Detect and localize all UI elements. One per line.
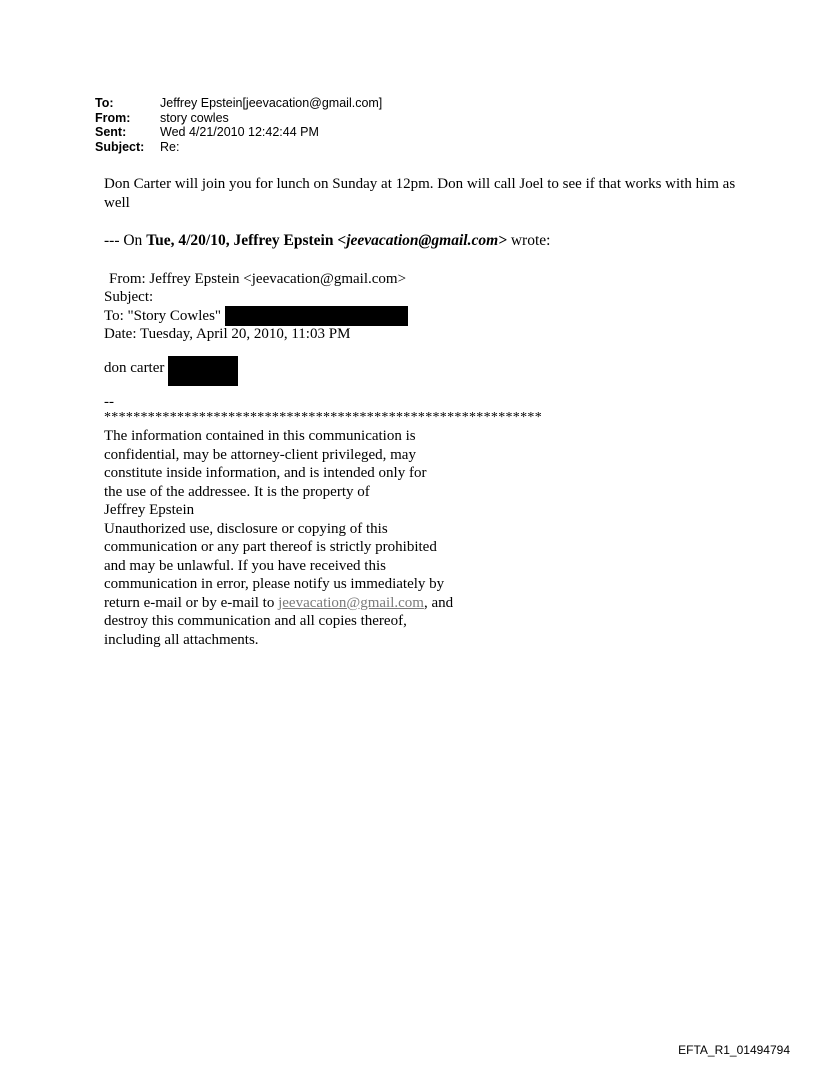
- signature-dashes: --: [104, 393, 114, 410]
- from-value: story cowles: [160, 110, 229, 125]
- header-subject-row: [95, 140, 382, 155]
- header-to-row: [95, 96, 382, 111]
- fwd-subject-text: Subject:: [104, 289, 154, 305]
- quote-date: Tue, 4/20/10, Jeffrey Epstein: [146, 232, 338, 249]
- fwd-date-line: [104, 325, 744, 344]
- to-label: To:: [95, 96, 114, 110]
- subject-value: Re:: [160, 139, 180, 154]
- fwd-subject-line: [104, 288, 744, 307]
- subject-label: Subject:: [95, 139, 145, 154]
- forwarded-content: [104, 356, 744, 388]
- forwarded-content-text: don carter: [104, 359, 165, 376]
- signature-separator: ************************************************************: [104, 410, 542, 425]
- redaction-box: [225, 306, 408, 326]
- fwd-from-line: [104, 270, 744, 289]
- header-from-row: [95, 111, 382, 126]
- quote-email: <jeevacation@gmail.com>: [337, 232, 507, 249]
- to-value: Jeffrey Epstein[jeevacation@gmail.com]: [160, 96, 383, 110]
- message-text: Don Carter will join you for lunch on Sunday at 12pm. Don will call Joel to see if that works with him as well: [104, 176, 736, 211]
- disclaimer-part1: The information contained in this communication is confidential, may be attorney-client privileged, may constitute inside information, and is intended only for the use of the addressee. It is the property of Jeffrey Epstein Unauthorized use, disclosure or copying of this communication or any part thereof is strictly prohibited and may be unlawful. If you have received this communication in error, please notify us immediately by return e-mail or by e-mail to: [104, 428, 445, 611]
- sent-value: Wed 4/21/2010 12:42:44 PM: [160, 125, 319, 139]
- fwd-date-text: Date: Tuesday, April 20, 2010, 11:03 PM: [104, 326, 351, 342]
- email-body: [104, 175, 744, 649]
- from-label: From:: [95, 110, 131, 125]
- fwd-to-line: [104, 307, 744, 326]
- email-header: [95, 96, 382, 154]
- disclaimer-email-link[interactable]: jeevacation@gmail.com: [278, 594, 424, 611]
- signature-block: [104, 393, 744, 650]
- fwd-from-text: From: Jeffrey Epstein <jeevacation@gmail.com>: [109, 270, 407, 287]
- sent-label: Sent:: [95, 125, 127, 139]
- redaction-box: [168, 356, 238, 386]
- document-id: EFTA_R1_01494794: [678, 1043, 790, 1057]
- fwd-to-text: To: "Story Cowles": [104, 307, 222, 324]
- quote-attribution: [104, 232, 744, 251]
- forwarded-header: [104, 270, 744, 344]
- quote-suffix: wrote:: [506, 232, 551, 249]
- quote-prefix: --- On: [104, 232, 147, 249]
- disclaimer-text: [104, 427, 744, 649]
- header-sent-row: [95, 125, 382, 140]
- disclaimer-part2: , and destroy this communication and all copies thereof, including all attachments.: [104, 594, 454, 648]
